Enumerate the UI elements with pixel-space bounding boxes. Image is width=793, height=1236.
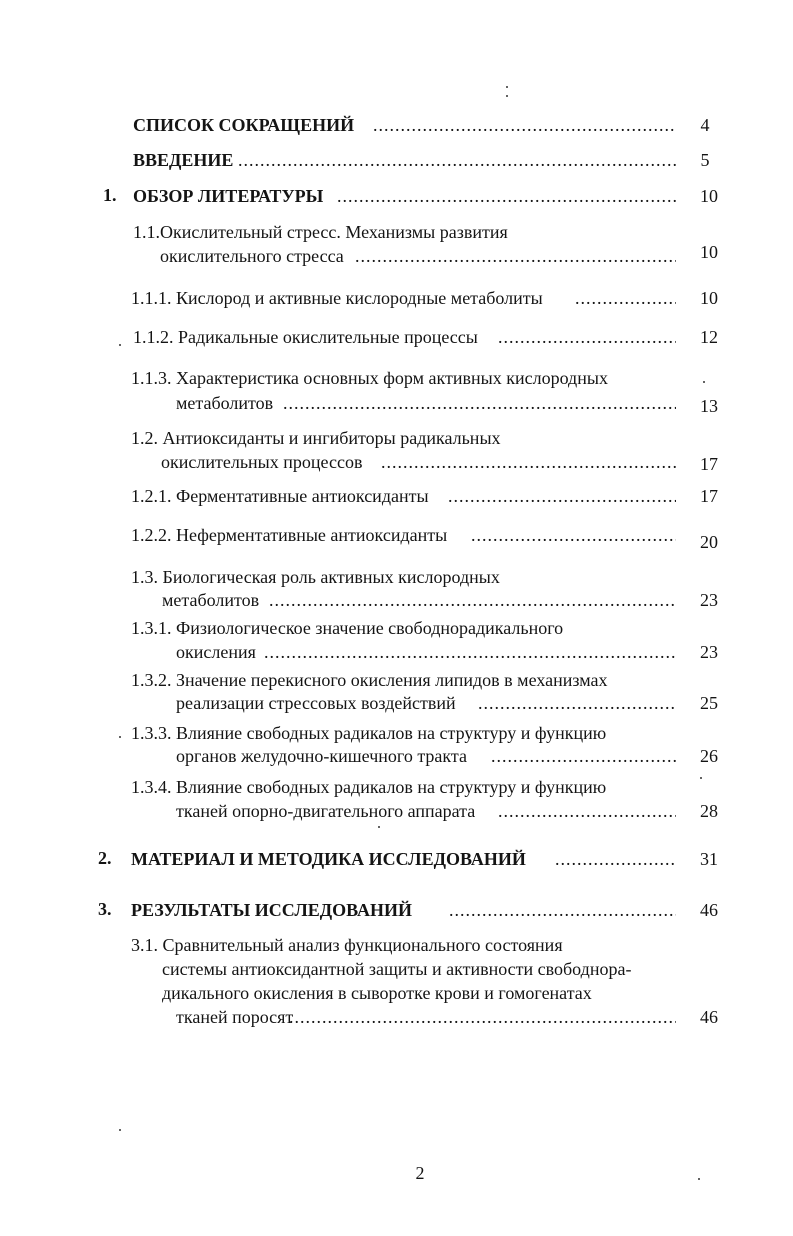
toc-page-number: 31 (700, 849, 718, 869)
toc-leader (355, 245, 676, 267)
toc-page-number: 13 (700, 396, 718, 416)
toc-page-number: 23 (700, 590, 718, 610)
toc-title: ОБЗОР ЛИТЕРАТУРЫ (133, 186, 324, 206)
toc-title-line-2: системы антиоксидантной защиты и активности свободнора- (162, 959, 632, 979)
toc-page-number: 5 (700, 150, 710, 170)
toc-title-line-2: окислительного стресса (160, 246, 344, 266)
toc-leader (449, 899, 676, 921)
chapter-number: 1. (103, 185, 117, 205)
scan-speck (506, 95, 508, 97)
toc-page-number: 10 (700, 186, 718, 206)
toc-leader (478, 692, 676, 714)
toc-title-line-1: 1.3.3. Влияние свободных радикалов на структуру и функцию (131, 723, 607, 743)
toc-leader (381, 451, 676, 473)
toc-title-line-3: дикального окисления в сыворотке крови и гомогенатах (162, 983, 592, 1003)
chapter-number: 3. (98, 899, 112, 919)
scan-speck (119, 344, 121, 346)
toc-page-number: 23 (700, 642, 718, 662)
toc-title-line-1: 1.1.Окислительный стресс. Механизмы развития (133, 222, 508, 242)
toc-leader (238, 149, 676, 171)
toc-leader (264, 641, 676, 663)
toc-page-number: 4 (700, 115, 710, 135)
toc-leader (283, 392, 676, 414)
page-number-footer: 2 (415, 1163, 425, 1183)
toc-leader (269, 589, 676, 611)
scan-speck (700, 777, 702, 779)
scan-speck (703, 381, 705, 383)
toc-page-number: 17 (700, 486, 718, 506)
scan-speck (119, 736, 121, 738)
toc-leader (555, 848, 676, 870)
toc-title-line-1: 1.3.2. Значение перекисного окисления липидов в механизмах (131, 670, 608, 690)
toc-leader (491, 745, 676, 767)
toc-leader (575, 287, 676, 309)
toc-title-line-2: тканей опорно-двигательного аппарата (176, 801, 476, 821)
scan-speck (506, 86, 508, 88)
toc-title-line-1: 1.3. Биологическая роль активных кислородных (131, 567, 500, 587)
scan-speck (698, 1178, 700, 1180)
toc-title: 1.2.2. Неферментативные антиоксиданты (131, 525, 448, 545)
toc-title: МАТЕРИАЛ И МЕТОДИКА ИССЛЕДОВАНИЙ (131, 849, 526, 869)
toc-page-number: 17 (700, 454, 718, 474)
toc-page-number: 12 (700, 327, 718, 347)
toc-leader (373, 114, 676, 136)
toc-title: ВВЕДЕНИЕ (133, 150, 234, 170)
chapter-number: 2. (98, 848, 112, 868)
toc-leader (498, 326, 676, 348)
toc-leader (448, 485, 676, 507)
toc-title-line-2: органов желудочно-кишечного тракта (176, 746, 467, 766)
toc-leader (289, 1006, 676, 1028)
toc-title: 1.1.1. Кислород и активные кислородные метаболиты (131, 288, 543, 308)
toc-page-number: 10 (700, 242, 718, 262)
scan-speck (119, 1129, 121, 1131)
toc-page-number: 25 (700, 693, 718, 713)
toc-title: СПИСОК СОКРАЩЕНИЙ (133, 115, 355, 135)
toc-page-number: 46 (700, 900, 718, 920)
toc-title-line-2: метаболитов (176, 393, 274, 413)
toc-title: 1.2.1. Ферментативные антиоксиданты (131, 486, 429, 506)
toc-title-line-1: 1.1.3. Характеристика основных форм активных кислородных (131, 368, 608, 388)
toc-title-line-1: 1.2. Антиоксиданты и ингибиторы радикальных (131, 428, 501, 448)
toc-title-line-1: 1.3.1. Физиологическое значение свободнорадикального (131, 618, 564, 638)
toc-title-line-1: 1.3.4. Влияние свободных радикалов на структуру и функцию (131, 777, 607, 797)
scan-speck (378, 826, 380, 828)
toc-title-line-2: метаболитов (162, 590, 260, 610)
toc-leader (498, 800, 676, 822)
toc-leader (337, 185, 676, 207)
toc-title: 1.1.2. Радикальные окислительные процессы (133, 327, 478, 347)
toc-page-number: 28 (700, 801, 718, 821)
toc-title-line-4: тканей поросят (176, 1007, 294, 1027)
toc-page-number: 26 (700, 746, 718, 766)
toc-title-line-2: окислительных процессов (161, 452, 363, 472)
toc-page-number: 20 (700, 532, 718, 552)
toc-page-number: 10 (700, 288, 718, 308)
toc-page-number: 46 (700, 1007, 718, 1027)
toc-title-line-2: реализации стрессовых воздействий (176, 693, 456, 713)
toc-title-line-2: окисления (176, 642, 256, 662)
toc-title: РЕЗУЛЬТАТЫ ИССЛЕДОВАНИЙ (131, 900, 413, 920)
toc-leader (471, 524, 676, 546)
toc-title-line-1: 3.1. Сравнительный анализ функционального состояния (131, 935, 563, 955)
